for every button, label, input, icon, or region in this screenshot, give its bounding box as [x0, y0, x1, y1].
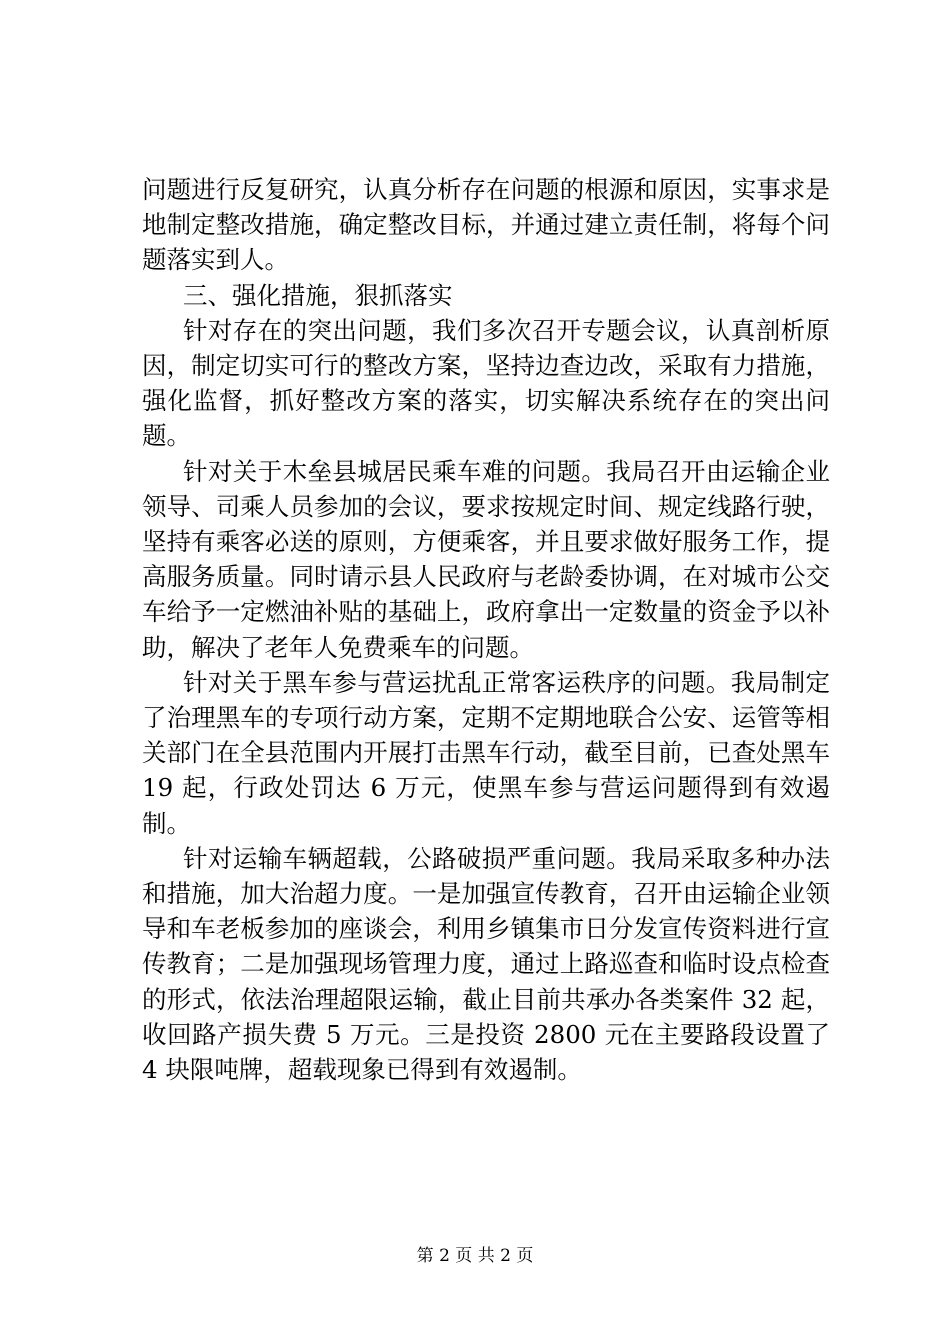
document-body	[142, 172, 830, 1087]
paragraph-continuation: 问题进行反复研究，认真分析存在问题的根源和原因，实事求是地制定整改措施，确定整改目标，并通过建立责任制，将每个问题落实到人。	[142, 175, 830, 275]
paragraph-bus-issue: 针对关于木垒县城居民乘车难的问题。我局召开由运输企业领导、司乘人员参加的会议，要求按规定时间、规定线路行驶，坚持有乘客必送的原则，方便乘客，并且要求做好服务工作，提高服务质量。同时请示县人民政府与老龄委协调，在对城市公交车给予一定燃油补贴的基础上，政府拿出一定数量的资金予以补助，解决了老年人免费乘车的问题。	[142, 456, 830, 662]
section-heading: 三、强化措施，狠抓落实	[183, 280, 453, 310]
paragraph-measures-intro: 针对存在的突出问题，我们多次召开专题会议，认真剖析原因，制定切实可行的整改方案，坚持边查边改，采取有力措施，强化监督，抓好整改方案的落实，切实解决系统存在的突出问题。	[142, 315, 830, 451]
paragraph-illegal-vehicles: 针对关于黑车参与营运扰乱正常客运秩序的问题。我局制定了治理黑车的专项行动方案，定期不定期地联合公安、运管等相关部门在全县范围内开展打击黑车行动，截至目前，已查处黑车 19 起，行政处罚达 6 万元，使黑车参与营运问题得到有效遏制。	[142, 667, 830, 838]
page-footer: 第 2 页 共 2 页	[416, 1246, 534, 1266]
paragraph-overload: 针对运输车辆超载，公路破损严重问题。我局采取多种办法和措施，加大治超力度。一是加强宣传教育，召开由运输企业领导和车老板参加的座谈会，利用乡镇集市日分发宣传资料进行宣传教育；二是加强现场管理力度，通过上路巡查和临时设点检查的形式，依法治理超限运输，截止目前共承办各类案件 32 起，收回路产损失费 5 万元。三是投资 2800 元在主要路段设置了 4 块限吨牌，超载现象已得到有效遏制。	[142, 843, 830, 1085]
